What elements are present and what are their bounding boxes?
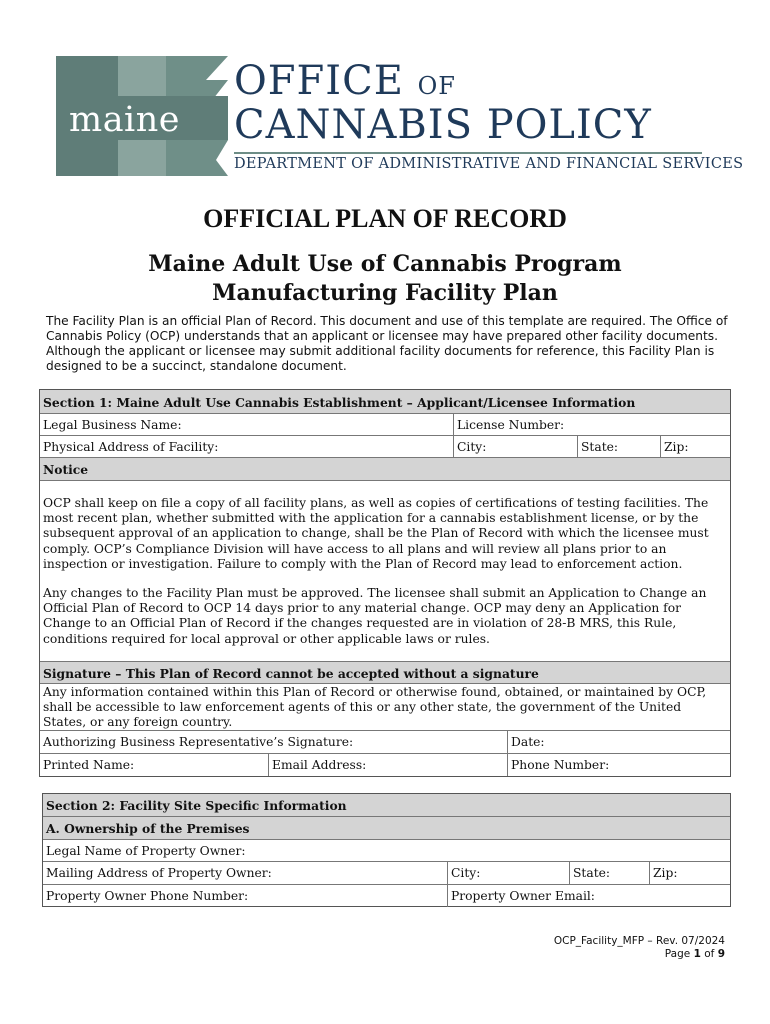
notice-header: Notice <box>43 462 89 477</box>
section2-table <box>42 793 731 907</box>
logo-maine-text: maine <box>69 100 181 140</box>
signature-disclaimer: Any information contained within this Plan of Record or otherwise found, obtained, or maintained by OCP, shall be accessible to law enforcement agents of this or any other state, the government of the United States, or any foreign country. <box>43 685 707 730</box>
page-footer <box>554 935 725 961</box>
ownership-header: A. Ownership of the Premises <box>46 821 250 836</box>
owner-state-field[interactable]: State: <box>569 862 649 884</box>
notice-paragraph-1: OCP shall keep on file a copy of all facility plans, as well as copies of certifications of testing facilities. The most recent plan, whether submitted with the application for a cannabis establishment license, or by the subsequent approval of an application to change, shall be the Plan of Record with which the licensee must comply. OCP’s Compliance Division will have access to all plans and will review all plans prior to an inspection or investigation. Failure to comply with the Plan of Record may lead to enforcement action. <box>43 496 709 571</box>
intro-paragraph: The Facility Plan is an official Plan of Record. This document and use of this template are required. The Office of Cannabis Policy (OCP) understands that an applicant or licensee may have prepared other facility documents. Although the applicant or licensee may submit additional facility documents for reference, this Facility Plan is designed to be a succinct, standalone document. <box>46 314 728 373</box>
notice-header-row <box>40 458 730 481</box>
footer-doc-id: OCP_Facility_MFP – Rev. 07/2024 <box>553 935 725 947</box>
owner-contact-row <box>43 885 730 907</box>
document-subtitle-line2: Manufacturing Facility Plan <box>212 280 558 306</box>
section1-header: Section 1: Maine Adult Use Cannabis Establishment – Applicant/Licensee Information <box>43 395 636 410</box>
date-field[interactable]: Date: <box>507 731 730 753</box>
signature-row <box>40 731 730 754</box>
owner-city-field[interactable]: City: <box>447 862 569 884</box>
owner-mailing-address-field[interactable]: Mailing Address of Property Owner: <box>46 866 272 880</box>
authorizing-signature-field[interactable]: Authorizing Business Representative’s Signature: <box>43 735 354 749</box>
owner-phone-field[interactable]: Property Owner Phone Number: <box>46 889 249 903</box>
notice-body-row <box>40 481 730 662</box>
section2-header: Section 2: Facility Site Specific Information <box>46 798 347 813</box>
logo-cannabis-policy-text: CANNABIS POLICY <box>234 102 652 148</box>
logo-divider <box>234 152 702 154</box>
address-row <box>40 436 730 458</box>
phone-number-field[interactable]: Phone Number: <box>507 754 730 776</box>
footer-page-number: Page 1 of 9 <box>664 948 725 960</box>
zip-field[interactable]: Zip: <box>660 436 730 457</box>
section1-table <box>39 389 731 777</box>
legal-business-name-field[interactable]: Legal Business Name: <box>43 418 182 432</box>
business-name-row <box>40 414 730 436</box>
notice-paragraph-2: Any changes to the Facility Plan must be approved. The licensee shall submit an Application to Change an Official Plan of Record to OCP 14 days prior to any material change. OCP may deny an Application for Change to an Official Plan of Record if the changes requested are in violation of 28-B MRS, this Rule, conditions required for local approval or other applicable laws or rules. <box>43 586 707 646</box>
email-address-field[interactable]: Email Address: <box>268 754 507 776</box>
physical-address-field[interactable]: Physical Address of Facility: <box>43 440 219 454</box>
owner-address-row <box>43 862 730 885</box>
owner-name-row <box>43 840 730 862</box>
section2-header-row <box>43 794 730 817</box>
signature-header: Signature – This Plan of Record cannot be accepted without a signature <box>43 666 539 681</box>
owner-zip-field[interactable]: Zip: <box>649 862 730 884</box>
owner-email-field[interactable]: Property Owner Email: <box>447 885 730 907</box>
logo-department-text: DEPARTMENT OF ADMINISTRATIVE AND FINANCIAL SERVICES <box>234 156 744 172</box>
ownership-header-row <box>43 817 730 840</box>
printed-name-field[interactable]: Printed Name: <box>43 758 135 772</box>
property-owner-name-field[interactable]: Legal Name of Property Owner: <box>46 844 246 858</box>
license-number-field[interactable]: License Number: <box>453 414 730 435</box>
document-subtitle-line1: Maine Adult Use of Cannabis Program <box>148 251 622 277</box>
ocp-logo <box>56 56 744 180</box>
signature-text-row <box>40 684 730 731</box>
section1-header-row <box>40 390 730 414</box>
city-field[interactable]: City: <box>453 436 577 457</box>
document-title: OFFICIAL PLAN OF RECORD <box>203 204 567 233</box>
printed-name-row <box>40 754 730 776</box>
signature-header-row <box>40 662 730 684</box>
state-field[interactable]: State: <box>577 436 660 457</box>
logo-office-text: OFFICE OF <box>234 58 456 104</box>
